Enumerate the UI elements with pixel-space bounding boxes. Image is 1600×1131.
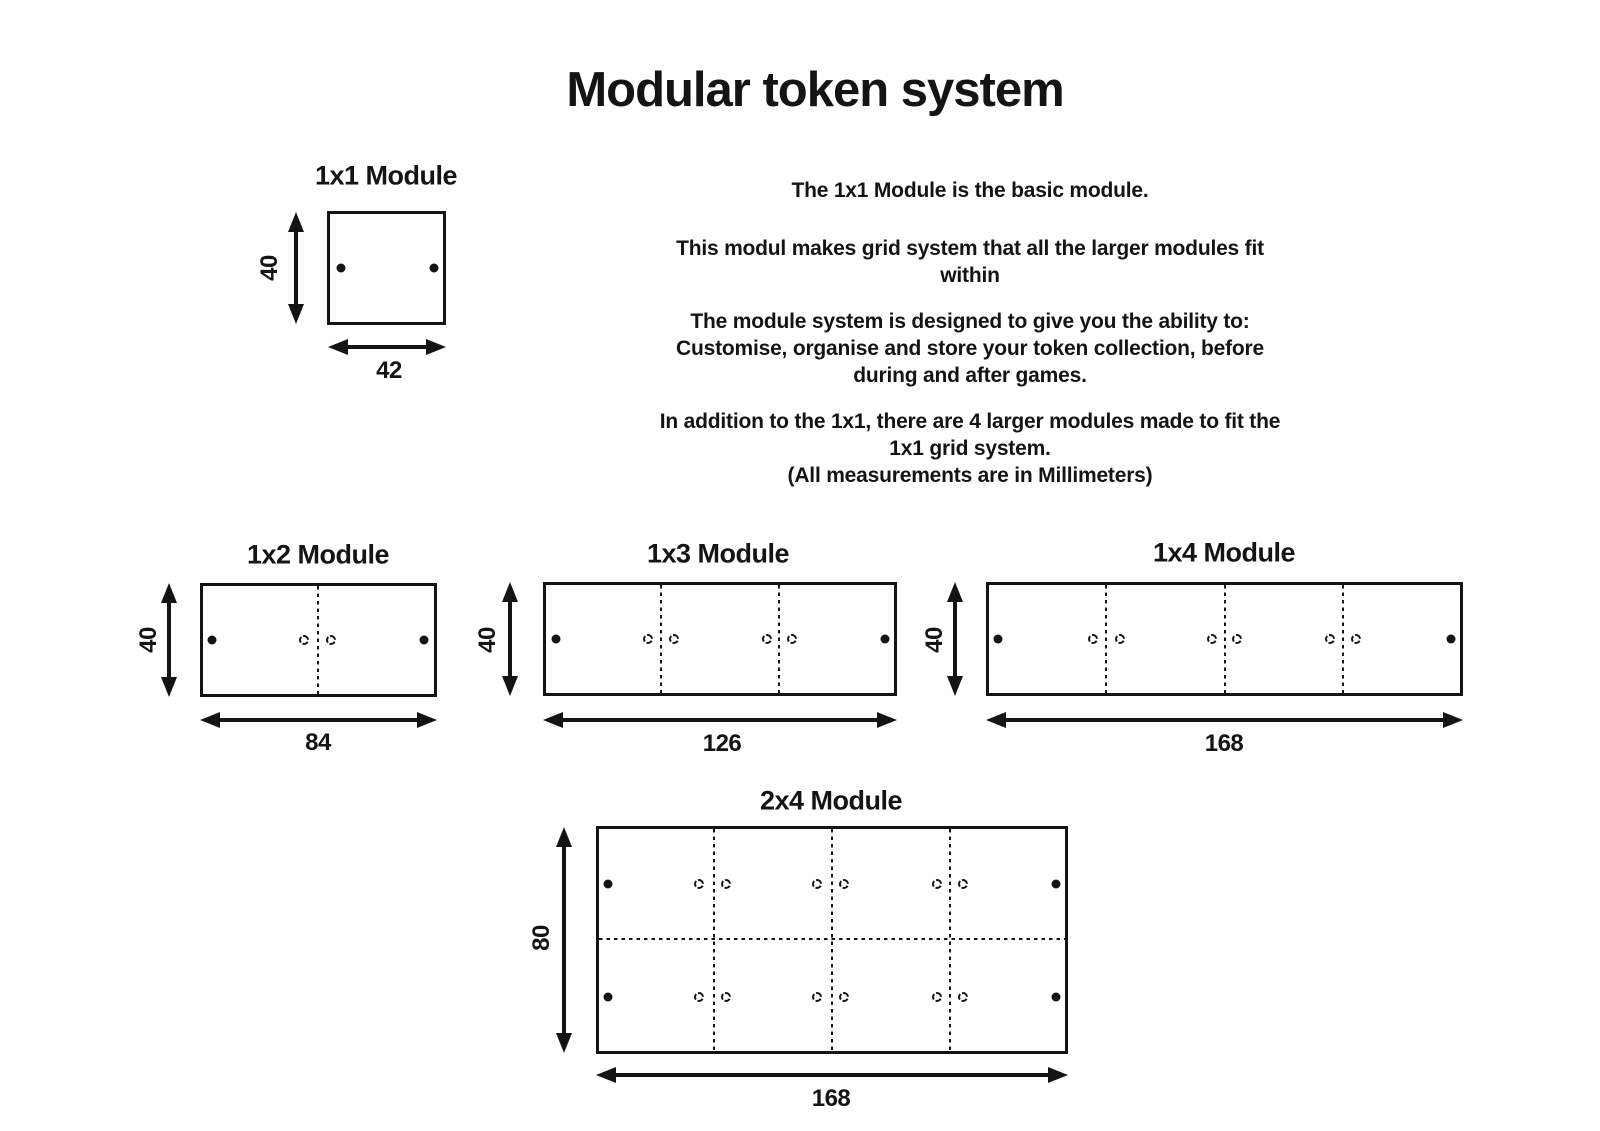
height-dimension: 40	[135, 627, 162, 653]
module-2x4-outline	[596, 826, 1068, 1054]
grid-divider-line	[949, 829, 951, 1051]
hole-marker	[812, 992, 822, 1002]
text-line: 1x1 grid system.	[889, 437, 1051, 460]
hole-marker	[958, 992, 968, 1002]
pin-dot	[604, 993, 613, 1002]
module-1x4-label: 1x4 Module	[1152, 537, 1296, 568]
width-dimension: 84	[305, 729, 331, 756]
width-dimension: 168	[1204, 730, 1244, 757]
module-1x3-label: 1x3 Module	[646, 538, 790, 569]
grid-divider-line	[831, 829, 833, 1051]
height-dimension: 40	[474, 627, 501, 653]
hole-marker	[694, 879, 704, 889]
width-dimension: 168	[811, 1085, 851, 1112]
height-dimension: 40	[921, 627, 948, 653]
pin-dot	[1052, 993, 1061, 1002]
hole-marker	[721, 992, 731, 1002]
hole-marker	[839, 879, 849, 889]
grid-divider-line	[599, 938, 1065, 940]
module-2x4-label: 2x4 Module	[759, 785, 903, 816]
height-dimension: 80	[528, 925, 555, 951]
text-line: This modul makes grid system that all the larger modules fit	[676, 237, 1264, 260]
hole-marker	[694, 992, 704, 1002]
width-dimension: 42	[376, 357, 402, 384]
height-dimension: 40	[256, 255, 283, 281]
pin-dot	[604, 880, 613, 889]
hole-marker	[839, 992, 849, 1002]
text-line: In addition to the 1x1, there are 4 larger modules made to fit the	[659, 410, 1281, 433]
page-title: Modular token system	[566, 63, 1064, 117]
text-line: The 1x1 Module is the basic module.	[791, 179, 1149, 202]
hole-marker	[932, 992, 942, 1002]
grid-divider-line	[713, 829, 715, 1051]
module-1x2-label: 1x2 Module	[246, 539, 390, 570]
width-dimension: 126	[702, 730, 742, 757]
hole-marker	[721, 879, 731, 889]
width-arrow-icon	[596, 1067, 1068, 1083]
text-line: within	[940, 264, 1000, 287]
pin-dot	[1052, 880, 1061, 889]
text-line: during and after games.	[853, 364, 1087, 387]
module-1x1-label: 1x1 Module	[314, 160, 458, 191]
hole-marker	[958, 879, 968, 889]
text-line: The module system is designed to give you the ability to:	[690, 310, 1250, 333]
text-line: (All measurements are in Millimeters)	[787, 464, 1153, 487]
hole-marker	[812, 879, 822, 889]
height-arrow-icon	[556, 827, 572, 1053]
text-line: Customise, organise and store your token collection, before	[676, 337, 1264, 360]
hole-marker	[932, 879, 942, 889]
